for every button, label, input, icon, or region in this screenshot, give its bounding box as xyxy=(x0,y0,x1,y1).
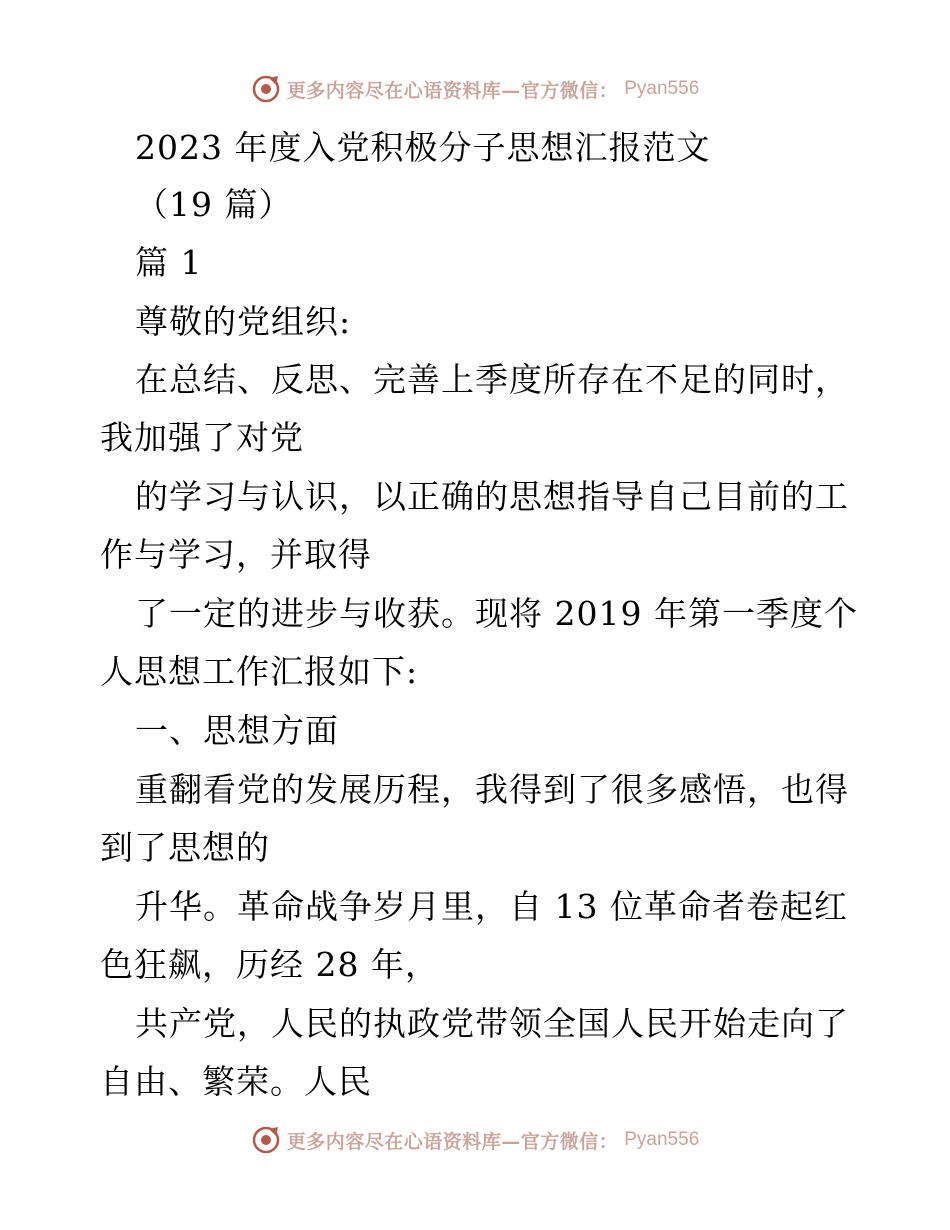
body-line: 在总结、反思、完善上季度所存在不足的同时， xyxy=(135,360,849,399)
body-line: 我加强了对党 xyxy=(100,418,304,457)
body-line: 人思想工作汇报如下: xyxy=(100,652,419,691)
watermark-text: 更多内容尽在心语资料库—官方微信： xyxy=(286,1130,619,1153)
body-line: 自由、繁荣。人民 xyxy=(100,1062,372,1101)
body-line: 作与学习，并取得 xyxy=(100,535,372,574)
watermark-text: 更多内容尽在心语资料库—官方微信： xyxy=(286,79,619,102)
section-heading-thought: 一、思想方面 xyxy=(135,711,339,750)
footer-watermark xyxy=(0,1123,950,1157)
body-line: 共产党，人民的执政党带领全国人民开始走向了 xyxy=(135,1004,849,1043)
body-line: 色狂飙，历经 28 年， xyxy=(100,945,439,984)
document-title: 2023 年度入党积极分子思想汇报范文 xyxy=(135,128,711,167)
body-line: 了一定的进步与收获。现将 2019 年第一季度个 xyxy=(135,594,858,633)
salutation: 尊敬的党组织: xyxy=(135,302,352,341)
body-line: 升华。革命战争岁月里，自 13 位革命者卷起红 xyxy=(135,887,848,926)
watermark-handle: Pyan556 xyxy=(624,1129,700,1150)
document-subtitle: （19 篇） xyxy=(135,185,293,224)
quill-pen-logo-icon xyxy=(251,1125,281,1155)
section-heading: 篇 1 xyxy=(135,243,203,282)
header-watermark xyxy=(0,72,950,106)
body-line: 的学习与认识，以正确的思想指导自己目前的工 xyxy=(135,477,849,516)
quill-pen-logo-icon xyxy=(251,74,281,104)
body-line: 重翻看党的发展历程，我得到了很多感悟，也得 xyxy=(135,770,849,809)
watermark-handle: Pyan556 xyxy=(624,78,700,99)
body-line: 到了思想的 xyxy=(100,828,270,867)
